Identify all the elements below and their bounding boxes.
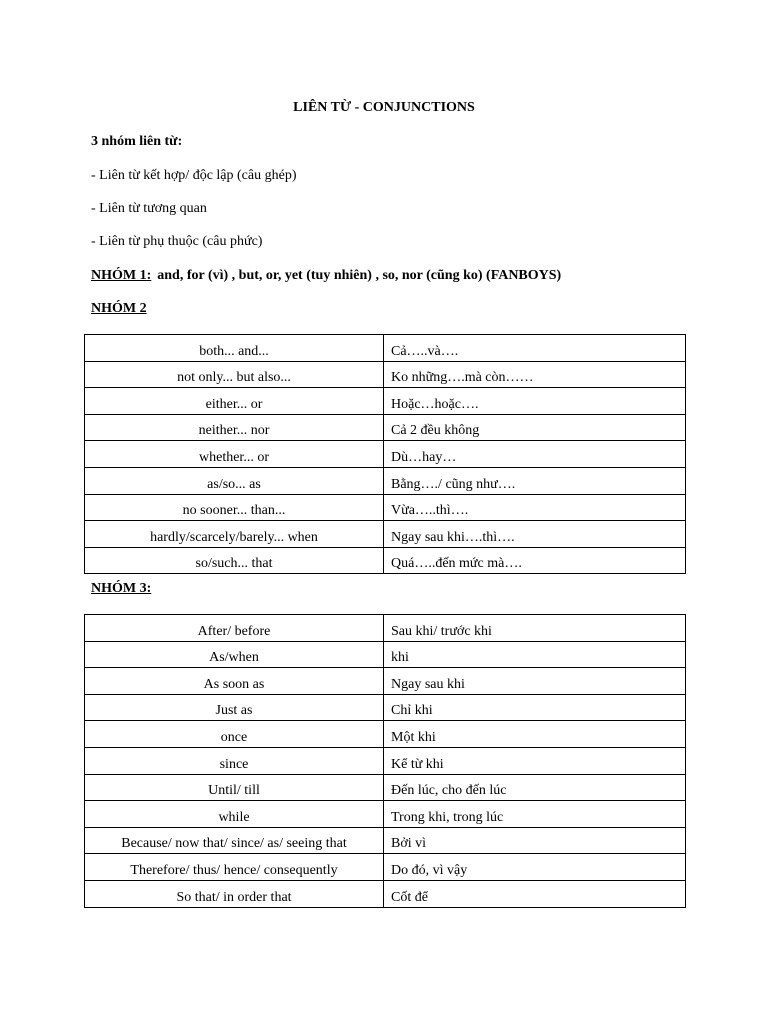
vietnamese-cell: Hoặc…hoặc…. [384,388,686,415]
vietnamese-cell: Vừa…..thì…. [384,494,686,521]
vietnamese-cell: Quá…..đến mức mà…. [384,547,686,574]
table-row [85,388,686,415]
group3-table [84,614,686,908]
table-row [85,441,686,468]
vietnamese-cell: Sau khi/ trước khi [384,615,686,642]
table-row [85,335,686,362]
intro-item-3: - Liên từ phụ thuộc (câu phức) [91,234,263,249]
table-row [85,854,686,881]
english-cell: Just as [85,694,384,721]
table-row [85,747,686,774]
vietnamese-cell: Kể từ khi [384,747,686,774]
english-cell: neither... nor [85,414,384,441]
vietnamese-cell: Ngay sau khi [384,668,686,695]
vietnamese-cell: Dù…hay… [384,441,686,468]
intro-item-1: - Liên từ kết hợp/ độc lập (câu ghép) [91,168,297,183]
table-row [85,827,686,854]
group3-label: NHÓM 3: [91,581,152,596]
english-cell: Therefore/ thus/ hence/ consequently [85,854,384,881]
english-cell: no sooner... than... [85,494,384,521]
page-title: LIÊN TỪ - CONJUNCTIONS [293,100,475,115]
english-cell: As/when [85,641,384,668]
table-row [85,774,686,801]
english-cell: while [85,801,384,828]
table-row [85,641,686,668]
english-cell: whether... or [85,441,384,468]
english-cell: as/so... as [85,467,384,494]
vietnamese-cell: khi [384,641,686,668]
group1-text: and, for (vì) , but, or, yet (tuy nhiên) , so, nor (cũng ko) (FANBOYS) [157,268,562,283]
vietnamese-cell: Bởi vì [384,827,686,854]
table-row [85,547,686,574]
intro-item-2: - Liên từ tương quan [91,201,207,216]
english-cell: once [85,721,384,748]
intro-heading: 3 nhóm liên từ: [91,134,183,149]
vietnamese-cell: Cốt để [384,880,686,907]
english-cell: hardly/scarcely/barely... when [85,521,384,548]
table-row [85,801,686,828]
english-cell: either... or [85,388,384,415]
english-cell: since [85,747,384,774]
english-cell: both... and... [85,335,384,362]
table-row [85,467,686,494]
english-cell: Because/ now that/ since/ as/ seeing that [85,827,384,854]
vietnamese-cell: Cả…..và…. [384,335,686,362]
english-cell: After/ before [85,615,384,642]
group1-line [91,268,561,284]
table-row [85,668,686,695]
group2-table [84,334,686,574]
vietnamese-cell: Chỉ khi [384,694,686,721]
vietnamese-cell: Bằng…./ cũng như…. [384,467,686,494]
table-row [85,521,686,548]
vietnamese-cell: Ko những….mà còn…… [384,361,686,388]
table-row [85,361,686,388]
table-row [85,615,686,642]
table-row [85,494,686,521]
english-cell: As soon as [85,668,384,695]
english-cell: Until/ till [85,774,384,801]
vietnamese-cell: Một khi [384,721,686,748]
english-cell: so/such... that [85,547,384,574]
vietnamese-cell: Đến lúc, cho đến lúc [384,774,686,801]
table-row [85,694,686,721]
vietnamese-cell: Trong khi, trong lúc [384,801,686,828]
table-row [85,721,686,748]
group2-label: NHÓM 2 [91,301,147,316]
table-row [85,414,686,441]
vietnamese-cell: Do đó, vì vậy [384,854,686,881]
vietnamese-cell: Cả 2 đều không [384,414,686,441]
vietnamese-cell: Ngay sau khi….thì…. [384,521,686,548]
group1-label: NHÓM 1: [91,268,152,283]
table-row [85,880,686,907]
english-cell: not only... but also... [85,361,384,388]
english-cell: So that/ in order that [85,880,384,907]
